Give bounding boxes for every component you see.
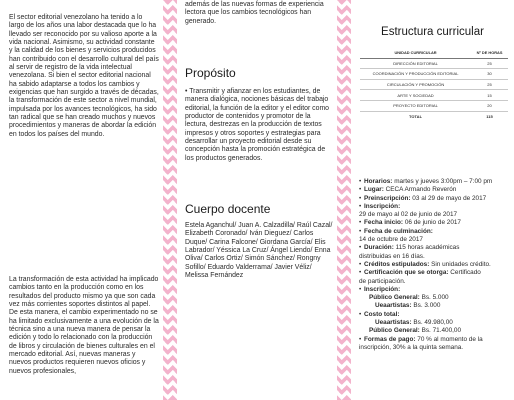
info-item xyxy=(359,244,511,252)
left-column xyxy=(0,0,163,400)
curriculum-table xyxy=(360,48,508,121)
table-row xyxy=(360,90,508,101)
zigzag-divider-right xyxy=(337,0,351,400)
table-header-row xyxy=(360,48,508,58)
info-label: Duración: xyxy=(364,244,394,252)
info-item xyxy=(359,186,511,194)
bullet-icon: • xyxy=(359,178,362,185)
info-value: 115 horas académicas xyxy=(393,244,460,252)
middle-column xyxy=(177,0,337,400)
info-item xyxy=(359,319,511,327)
table-cell-horas: 25 xyxy=(471,79,508,90)
bullet-icon: • xyxy=(359,194,362,202)
bullet-icon: • xyxy=(359,227,362,235)
cuerpo-docente-list: Estela Aganchul/ Juan A. Calzadilla/ Raúl Cazal/ Elizabeth Coronado/ Iván Dieguez/ Carlos Duque/ Carina Falcone/ Giordana García/ Elis Labrador/ Yéssica La Cruz/ Ángel Liendo/ Enna Oliva/ Carlos Ortiz/ Simón Sánchez/ Rongny Sofillo/ Eduardo Valderrama/ Javier Véliz/ Melissa Fernández xyxy=(185,222,333,280)
table-row xyxy=(360,69,508,80)
info-item xyxy=(359,278,511,286)
info-item xyxy=(359,195,511,203)
info-value: 03 al 29 de mayo de 2017 xyxy=(410,194,487,202)
table-total-value: 115 xyxy=(486,113,493,119)
bullet-icon: • xyxy=(359,269,362,277)
table-header-horas: Nº DE HORAS xyxy=(471,48,508,58)
info-value: 29 de mayo al 02 de junio de 2017 xyxy=(359,211,458,219)
table-cell-horas: 30 xyxy=(471,69,508,80)
bullet-icon: • xyxy=(359,186,362,194)
info-label: Ueaartistas: xyxy=(375,302,412,310)
info-item xyxy=(359,178,511,186)
proposito-heading: Propósito xyxy=(185,66,236,80)
info-item xyxy=(359,203,511,211)
info-label: Público General: xyxy=(369,294,420,302)
info-label: Fecha de culminación: xyxy=(364,227,433,235)
info-label: Créditos estipulados: xyxy=(364,260,430,268)
info-label: Ueaartistas: xyxy=(375,319,412,327)
bullet-icon: • xyxy=(359,219,362,227)
info-label: Preinscripción: xyxy=(364,194,411,202)
info-value: Certificado xyxy=(448,269,481,277)
table-total-label: TOTAL xyxy=(409,113,423,119)
table-cell-unidad: COORDINACIÓN Y PRODUCCIÓN EDITORIAL xyxy=(360,69,471,80)
info-value: Bs. 3.000 xyxy=(411,302,441,310)
info-item xyxy=(359,261,511,269)
table-total-row xyxy=(360,111,508,121)
info-value: Bs. 49.980,00 xyxy=(411,319,453,327)
info-value: Sin unidades crédito. xyxy=(429,260,491,268)
zigzag-divider-left xyxy=(163,0,177,400)
table-row xyxy=(360,58,508,69)
bullet-icon: • xyxy=(359,202,362,210)
info-item xyxy=(359,211,511,219)
info-label: Fecha inicio: xyxy=(364,219,404,227)
info-label: Público General: xyxy=(369,327,420,335)
info-label: Inscripción: xyxy=(364,202,401,210)
info-value: Bs. 5.000 xyxy=(419,294,449,302)
info-label: Formas de pago: xyxy=(364,335,416,343)
course-info-list xyxy=(359,178,511,352)
table-cell-unidad: CIRCULACIÓN Y PROMOCIÓN xyxy=(360,79,471,90)
bullet-icon: • xyxy=(359,244,362,252)
info-item xyxy=(359,286,511,294)
info-label: Inscripción: xyxy=(364,285,401,293)
info-label: Costo total: xyxy=(364,310,400,318)
table-cell-unidad: DIRECCIÓN EDITORIAL xyxy=(360,58,471,69)
info-value: inscripción, 30% a la quinta semana. xyxy=(359,343,464,351)
bullet-icon: • xyxy=(359,335,362,343)
info-value: CECA Armando Reverón xyxy=(383,186,457,194)
info-item xyxy=(359,269,511,277)
table-row xyxy=(360,79,508,90)
info-value: 06 de junio de 2017 xyxy=(403,219,461,227)
info-item xyxy=(359,302,511,310)
continuation-paragraph: además de las nuevas formas de experiencia lectora que los cambios tecnológicos han generado. xyxy=(185,1,324,25)
info-item xyxy=(359,311,511,319)
table-cell-unidad: PROYECTO EDITORIAL xyxy=(360,100,471,111)
bullet-icon: • xyxy=(359,285,362,293)
info-label: Certificación que se otorga: xyxy=(364,269,449,277)
cuerpo-docente-heading: Cuerpo docente xyxy=(185,202,271,216)
info-label: Lugar: xyxy=(364,186,384,194)
info-item xyxy=(359,219,511,227)
info-label: Horarios: xyxy=(364,178,393,185)
bullet-icon: • xyxy=(359,260,362,268)
proposito-paragraph: • Transmitir y afianzar en los estudiantes, de manera dialógica, nociones básicas del trabajo editorial, la función de la editor y el editor como productor de contenidos y promotor de la lectura, destrezas en la producción de textos impresos y otros soportes y estrategias para desarrollar un proyecto editorial desde su concepción hasta la promoción estratégica de los productos generados. xyxy=(185,88,330,162)
info-value: 14 de octubre de 2017 xyxy=(359,236,423,244)
info-value: distribuidas en 16 días. xyxy=(359,252,425,260)
table-header-unidad: UNIDAD CURRICULAR xyxy=(360,48,471,58)
info-item xyxy=(359,228,511,236)
table-cell-horas: 15 xyxy=(471,90,508,101)
info-item xyxy=(359,336,511,344)
table-cell-horas: 25 xyxy=(471,58,508,69)
info-value: Bs. 71.400,00 xyxy=(419,327,462,335)
table-row xyxy=(360,100,508,111)
info-value: martes y jueves 3:00pm – 7:00 pm xyxy=(392,178,493,185)
info-item xyxy=(359,294,511,302)
info-item xyxy=(359,253,511,261)
intro-paragraph: El sector editorial venezolano ha tenido a lo largo de los años una labor destacada que lo ha llevado ser reconocido por su valioso aporte a la vida nacional. Asimismo, su actividad constante y la calidad de los bienes y servicios producidos han contribuido con el desarrollo cultural del país al servir de registro de la vida intelectual venezolana. Si bien el sector editorial nacional ha sabido adaptarse a todos los cambios y exigencias que han surgido a través de décadas, la transformación de este sector a nivel mundial, impulsada por los avances tecnológicos, ha sido tan radical que se han creado muchos y nuevos procedimientos y maneras de abordar la edición en todos los países del mundo. xyxy=(9,14,159,138)
table-cell-horas: 20 xyxy=(471,100,508,111)
info-item xyxy=(359,327,511,335)
info-item xyxy=(359,344,511,352)
info-value: de participación. xyxy=(359,277,406,285)
info-item xyxy=(359,236,511,244)
right-column xyxy=(351,0,514,400)
info-value: 70 % al momento de la xyxy=(415,335,483,343)
table-cell-unidad: ARTE Y SOCIEDAD xyxy=(360,90,471,101)
estructura-curricular-heading: Estructura curricular xyxy=(381,26,484,38)
bullet-icon: • xyxy=(359,310,362,318)
transformation-paragraph: La transformación de esta actividad ha implicado cambios tanto en la producción como en los resultados del producto mismo ya que son cada vez más corrientes soportes distintos al papel. De esta manera, el cambio experimentado no se ha limitado exclusivamente a una evolución de la técnica sino a una nueva manera de pensar la edición y todo lo relacionado con la producción de libros y circulación de bienes culturales en el mercado editorial. Así, nuevas maneras y nuevos productos requieren nuevos oficios y nuevos profesionales, xyxy=(9,276,159,375)
